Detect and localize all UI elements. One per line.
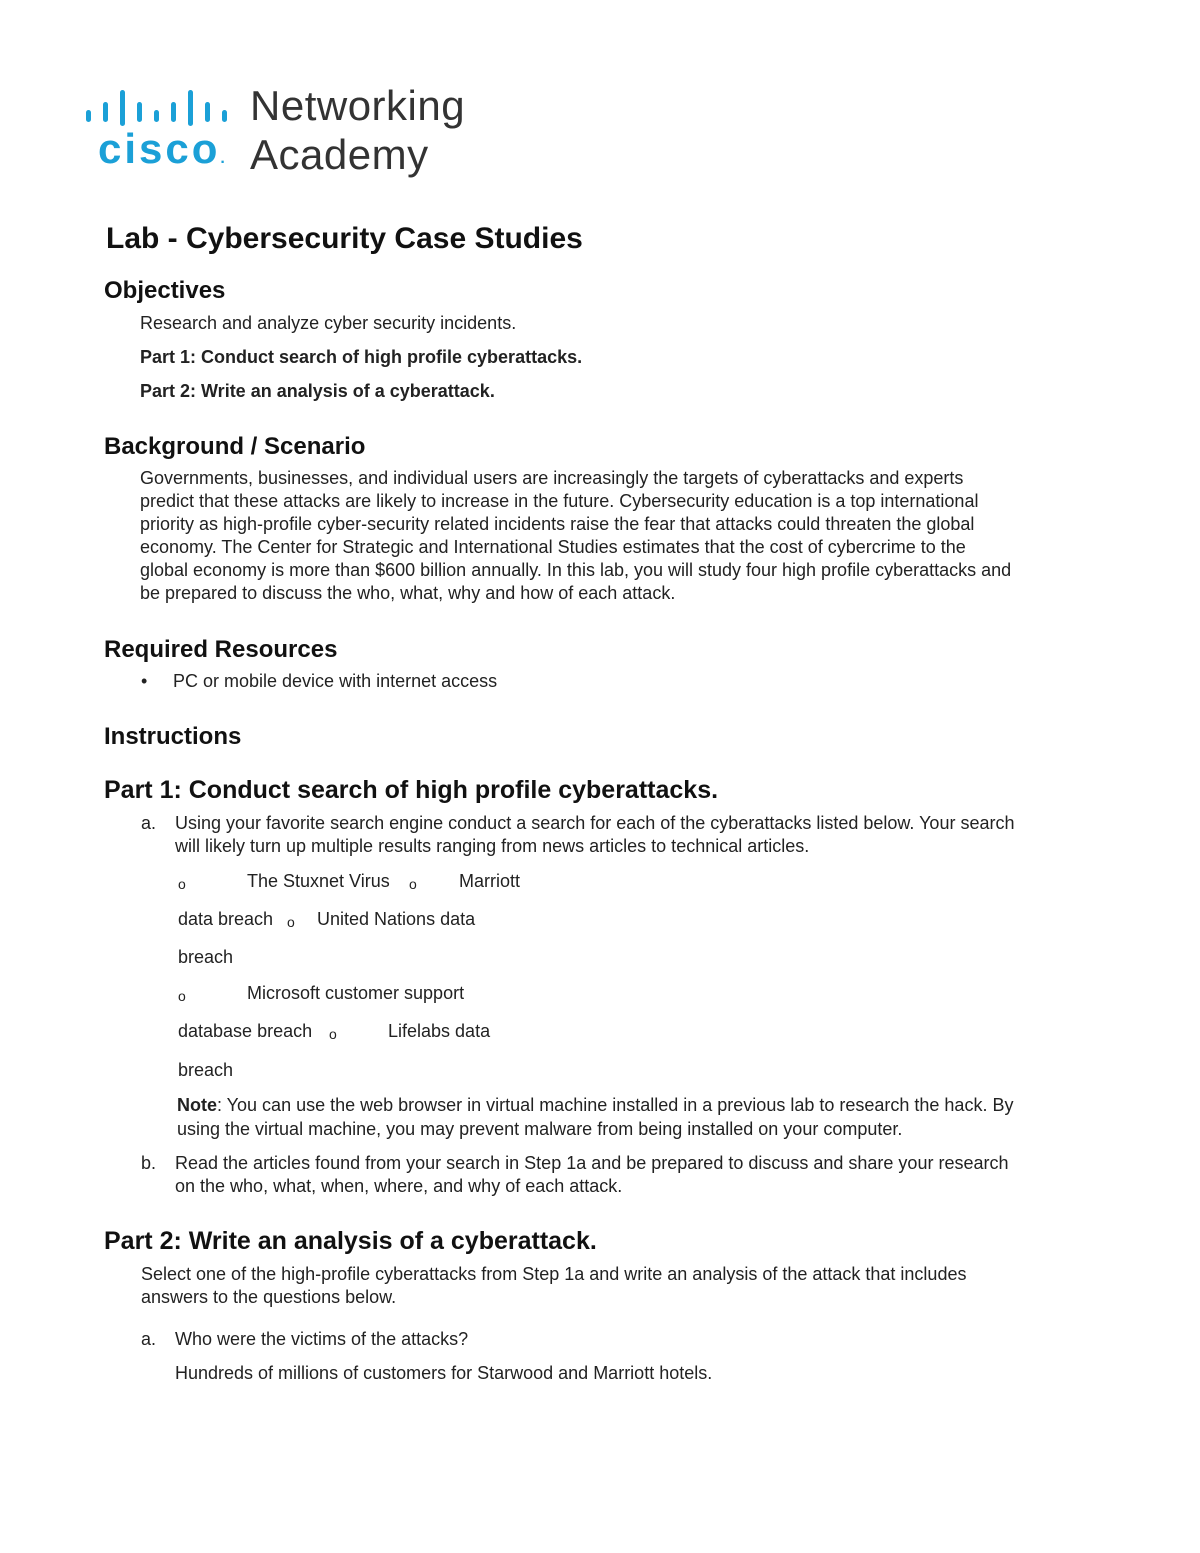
- list-item: Microsoft customer support: [247, 983, 465, 1003]
- background-heading: Background / Scenario: [104, 433, 366, 460]
- step-b-line: Read the articles found from your search in Step 1a and be prepared to discuss and share your research: [175, 1153, 1009, 1173]
- step-a-marker: a.: [141, 813, 157, 833]
- note-line: using the virtual machine, you may prevent malware from being installed on your computer.: [177, 1119, 903, 1139]
- note-line: Note: You can use the web browser in virtual machine installed in a previous lab to research the hack. By: [177, 1095, 1014, 1115]
- list-circle-icon: o: [178, 876, 186, 892]
- list-item: data breach: [178, 909, 274, 929]
- objectives-heading: Objectives: [104, 277, 226, 304]
- background-line: economy. The Center for Strategic and International Studies estimates that the cost of cybercrime to the: [140, 537, 966, 557]
- list-item: breach: [178, 947, 234, 967]
- step-a-line: Using your favorite search engine conduct a search for each of the cyberattacks listed below. Your search: [175, 813, 1015, 833]
- note-label: Note: [177, 1095, 217, 1115]
- resources-heading: Required Resources: [104, 636, 338, 663]
- part2-heading: Part 2: Write an analysis of a cyberattack.: [104, 1227, 597, 1255]
- page-title: Lab - Cybersecurity Case Studies: [106, 222, 583, 255]
- part2-intro-line: answers to the questions below.: [141, 1287, 397, 1307]
- list-circle-icon: o: [329, 1026, 337, 1042]
- objectives-intro: Research and analyze cyber security incidents.: [140, 313, 517, 333]
- answer-a: Hundreds of millions of customers for Starwood and Marriott hotels.: [175, 1363, 713, 1383]
- list-item: The Stuxnet Virus: [247, 871, 390, 891]
- list-item: database breach: [178, 1021, 313, 1041]
- part2-intro-line: Select one of the high-profile cyberattacks from Step 1a and write an analysis of the attack that includes: [141, 1264, 967, 1284]
- cisco-wordmark: cisco.: [98, 125, 225, 172]
- background-line: predict that these attacks are likely to increase in the future. Cybersecurity education is a top international: [140, 491, 979, 511]
- background-line: Governments, businesses, and individual users are increasingly the targets of cyberattacks and experts: [140, 468, 964, 488]
- list-item: Lifelabs data: [388, 1021, 491, 1041]
- question-a-marker: a.: [141, 1329, 157, 1349]
- part1-heading: Part 1: Conduct search of high profile cyberattacks.: [104, 776, 719, 804]
- objective-part1: Part 1: Conduct search of high profile cyberattacks.: [140, 347, 583, 367]
- step-b-marker: b.: [141, 1153, 157, 1173]
- logo-networking: Networking: [250, 82, 466, 129]
- step-b-line: on the who, what, when, where, and why of each attack.: [175, 1176, 623, 1196]
- list-item: United Nations data: [317, 909, 476, 929]
- list-item: Marriott: [459, 871, 521, 891]
- bullet-icon: •: [141, 671, 148, 691]
- instructions-heading: Instructions: [104, 723, 242, 750]
- question-a: Who were the victims of the attacks?: [175, 1329, 469, 1349]
- list-item: breach: [178, 1060, 234, 1080]
- objective-part2: Part 2: Write an analysis of a cyberattack.: [140, 381, 495, 401]
- list-circle-icon: o: [178, 988, 186, 1004]
- list-circle-icon: o: [287, 914, 295, 930]
- background-line: global economy is more than $600 billion annually. In this lab, you will study four high profile cyberattacks and: [140, 560, 1012, 580]
- background-line: be prepared to discuss the who, what, why and how of each attack.: [140, 583, 676, 603]
- step-a-line: will likely turn up multiple results ranging from news articles to technical articles.: [175, 836, 810, 856]
- logo-academy: Academy: [250, 131, 429, 178]
- background-line: priority as high-profile cyber-security related incidents raise the fear that attacks could threaten the global: [140, 514, 975, 534]
- cisco-bars-icon: [86, 90, 236, 126]
- resource-item: PC or mobile device with internet access: [173, 671, 498, 691]
- list-circle-icon: o: [409, 876, 417, 892]
